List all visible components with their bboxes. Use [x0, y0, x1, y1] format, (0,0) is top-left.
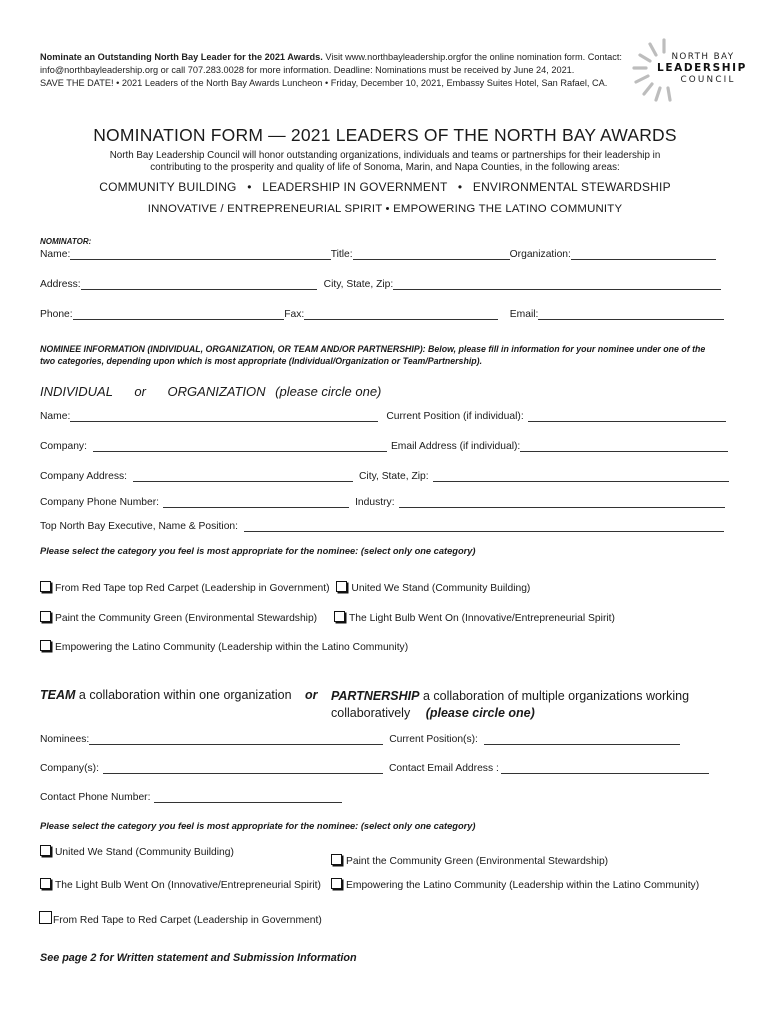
checkbox-icon[interactable] — [40, 581, 51, 592]
logo-line2: LEADERSHIP — [657, 62, 747, 74]
ind-option-row1 — [40, 581, 530, 594]
ind-industry-field[interactable] — [399, 496, 725, 508]
logo — [628, 36, 748, 104]
nominator-phone-label: Phone: — [40, 309, 73, 320]
intro-line2: contributing to the prosperity and quality of life of Sonoma, Marin, and Napa Counties, in the following areas: — [150, 162, 620, 173]
ind-row5 — [40, 520, 730, 532]
logo-line3: COUNCIL — [680, 75, 736, 85]
nominator-title-label: Title: — [330, 249, 353, 260]
checkbox-icon[interactable] — [331, 854, 342, 865]
categories-line1: COMMUNITY BUILDING • LEADERSHIP IN GOVERNMENT • ENVIRONMENTAL STEWARDSHIP — [99, 180, 671, 194]
team-positions-label: Current Position(s): — [389, 734, 478, 745]
ind-option-2-label: United We Stand (Community Building) — [351, 583, 531, 594]
nominee-info-line1: NOMINEE INFORMATION (INDIVIDUAL, ORGANIZATION, OR TEAM AND/OR PARTNERSHIP): Below, please fill in information for your nominee under one of the — [40, 344, 706, 354]
checkbox-icon[interactable] — [40, 845, 51, 856]
team-companies-field[interactable] — [103, 762, 383, 774]
ind-row4 — [40, 496, 730, 508]
individual-or: or — [134, 384, 146, 399]
ind-option-5[interactable] — [40, 642, 408, 653]
ind-company-phone-field[interactable] — [163, 496, 349, 508]
individual-heading — [40, 384, 381, 399]
ind-row1 — [40, 410, 730, 422]
checkbox-icon[interactable] — [331, 878, 342, 889]
nominator-name-label: Name: — [40, 249, 71, 260]
checkbox-icon[interactable] — [334, 611, 345, 622]
ind-company-label: Company: — [40, 441, 87, 452]
team-option-2-label: Paint the Community Green (Environmental Stewardship) — [346, 856, 609, 867]
nominator-row3 — [40, 308, 724, 320]
nominator-org-field[interactable] — [571, 248, 716, 260]
partnership-heading — [331, 688, 689, 722]
ind-option-3-label: Paint the Community Green (Environmental Stewardship) — [55, 613, 318, 624]
team-option-1-label: United We Stand (Community Building) — [55, 847, 234, 858]
nominator-email-label: Email: — [509, 309, 539, 320]
nominator-city-label: City, State, Zip: — [323, 279, 394, 290]
team-option-4[interactable] — [331, 878, 699, 891]
partnership-desc: a collaboration of multiple organizations working — [422, 689, 690, 703]
team-option-1[interactable] — [40, 845, 234, 858]
team-companies-label: Company(s): — [40, 763, 99, 774]
ind-row2 — [40, 440, 730, 452]
team-option-3[interactable] — [40, 878, 321, 891]
ind-email-label: Email Address (if individual): — [390, 441, 521, 452]
nominator-heading: NOMINATOR: — [40, 237, 92, 246]
nominator-row1 — [40, 248, 716, 260]
ind-industry-label: Industry: — [355, 497, 395, 508]
team-select-prompt: Please select the category you feel is most appropriate for the nominee: (select only one category) — [40, 821, 476, 831]
header-line2: info@northbayleadership.org or call 707.283.0028 for more information. Deadline: Nominations must be received by June 24, 2021. — [40, 65, 575, 75]
ind-select-prompt: Please select the category you feel is most appropriate for the nominee: (select only one category) — [40, 546, 476, 556]
nominator-address-label: Address: — [40, 279, 81, 290]
ind-option-4[interactable] — [334, 613, 615, 624]
nominator-fax-field[interactable] — [304, 308, 498, 320]
ind-company-address-label: Company Address: — [40, 471, 127, 482]
team-nominees-field[interactable] — [89, 733, 383, 745]
header-line1: Visit www.northbayleadership.orgfor the online nomination form. Contact: — [325, 52, 622, 62]
nominator-row2 — [40, 278, 724, 290]
header-bold: Nominate an Outstanding North Bay Leader for the 2021 Awards. — [40, 52, 323, 62]
nominator-address-field[interactable] — [81, 278, 317, 290]
team-positions-field[interactable] — [484, 733, 680, 745]
ind-option-3[interactable] — [40, 613, 317, 624]
checkbox-icon[interactable] — [336, 581, 347, 592]
nominator-title-field[interactable] — [353, 248, 510, 260]
header-text — [40, 51, 622, 90]
categories-line2: INNOVATIVE / ENTREPRENEURIAL SPIRIT • EMPOWERING THE LATINO COMMUNITY — [147, 203, 623, 215]
team-row1 — [40, 733, 730, 745]
ind-option-1[interactable] — [40, 583, 330, 594]
header-line3: SAVE THE DATE! • 2021 Leaders of the North Bay Awards Luncheon • Friday, December 10, 2021, Embassy Suites Hotel, San Rafael, CA. — [40, 78, 608, 88]
nominee-info — [40, 343, 705, 367]
nominator-org-label: Organization: — [509, 249, 571, 260]
ind-option-5-label: Empowering the Latino Community (Leadership within the Latino Community) — [55, 642, 409, 653]
logo-line1: NORTH BAY — [671, 52, 735, 62]
team-row2 — [40, 762, 730, 774]
team-option-3-label: The Light Bulb Went On (Innovative/Entrepreneurial Spirit) — [55, 880, 321, 891]
checkbox-icon[interactable] — [40, 611, 51, 622]
checkbox-icon[interactable] — [40, 878, 51, 889]
nominee-info-line2: two categories, depending upon which is most appropriate (Individual/Organization or Team/Partnership). — [40, 356, 483, 366]
page-title: NOMINATION FORM — 2021 LEADERS OF THE NORTH BAY AWARDS — [93, 125, 677, 145]
team-contact-phone-field[interactable] — [154, 791, 342, 803]
ind-company-address-field[interactable] — [133, 470, 353, 482]
individual-circle-note: (please circle one) — [275, 384, 382, 399]
ind-name-field[interactable] — [70, 410, 378, 422]
ind-name-label: Name: — [40, 411, 71, 422]
team-desc: a collaboration within one organization — [78, 688, 292, 702]
individual-label[interactable]: INDIVIDUAL — [40, 384, 113, 399]
team-contact-email-label: Contact Email Address : — [388, 763, 499, 774]
footer-note: See page 2 for Written statement and Submission Information — [40, 952, 357, 964]
ind-position-field[interactable] — [528, 410, 726, 422]
ind-city-label: City, State, Zip: — [359, 471, 429, 482]
nominator-city-field[interactable] — [393, 278, 721, 290]
team-nominees-label: Nominees: — [40, 734, 90, 745]
team-contact-email-field[interactable] — [501, 762, 709, 774]
partnership-desc2: collaboratively — [331, 706, 411, 720]
ind-company-field[interactable] — [93, 440, 387, 452]
team-row3 — [40, 791, 440, 803]
organization-label[interactable]: ORGANIZATION — [167, 384, 266, 399]
ind-executive-label: Top North Bay Executive, Name & Position: — [40, 521, 239, 532]
ind-option-4-label: The Light Bulb Went On (Innovative/Entrepreneurial Spirit) — [349, 613, 615, 624]
checkbox-icon[interactable] — [40, 640, 51, 651]
nominator-name-field[interactable] — [70, 248, 330, 260]
team-option-4-label: Empowering the Latino Community (Leadership within the Latino Community) — [346, 880, 700, 891]
team-or: or — [305, 688, 318, 702]
ind-executive-field[interactable] — [244, 520, 724, 532]
ind-option-1-label: From Red Tape top Red Carpet (Leadership in Government) — [55, 583, 330, 594]
team-option-2[interactable] — [331, 854, 608, 867]
ind-option-row3 — [40, 640, 408, 653]
ind-option-2[interactable] — [336, 583, 530, 594]
nominator-fax-label: Fax: — [284, 309, 305, 320]
ind-company-phone-label: Company Phone Number: — [40, 497, 160, 508]
team-option-5-label: From Red Tape to Red Carpet (Leadership in Government) — [53, 915, 322, 926]
checkbox-icon[interactable] — [39, 911, 52, 924]
nominator-email-field[interactable] — [538, 308, 724, 320]
nominator-phone-field[interactable] — [73, 308, 285, 320]
team-circle-note: (please circle one) — [425, 706, 535, 720]
team-label[interactable]: TEAM — [40, 688, 76, 702]
ind-row3 — [40, 470, 730, 482]
team-option-5[interactable] — [39, 911, 322, 926]
team-contact-phone-label: Contact Phone Number: — [40, 792, 151, 803]
ind-email-field[interactable] — [520, 440, 728, 452]
ind-city-field[interactable] — [433, 470, 729, 482]
ind-option-row2 — [40, 611, 615, 624]
team-heading — [40, 688, 318, 702]
intro-line1: North Bay Leadership Council will honor outstanding organizations, individuals and teams or partnerships for their leadership in — [109, 150, 661, 161]
partnership-label[interactable]: PARTNERSHIP — [331, 689, 420, 703]
intro — [0, 150, 770, 174]
ind-position-label: Current Position (if individual): — [386, 411, 524, 422]
